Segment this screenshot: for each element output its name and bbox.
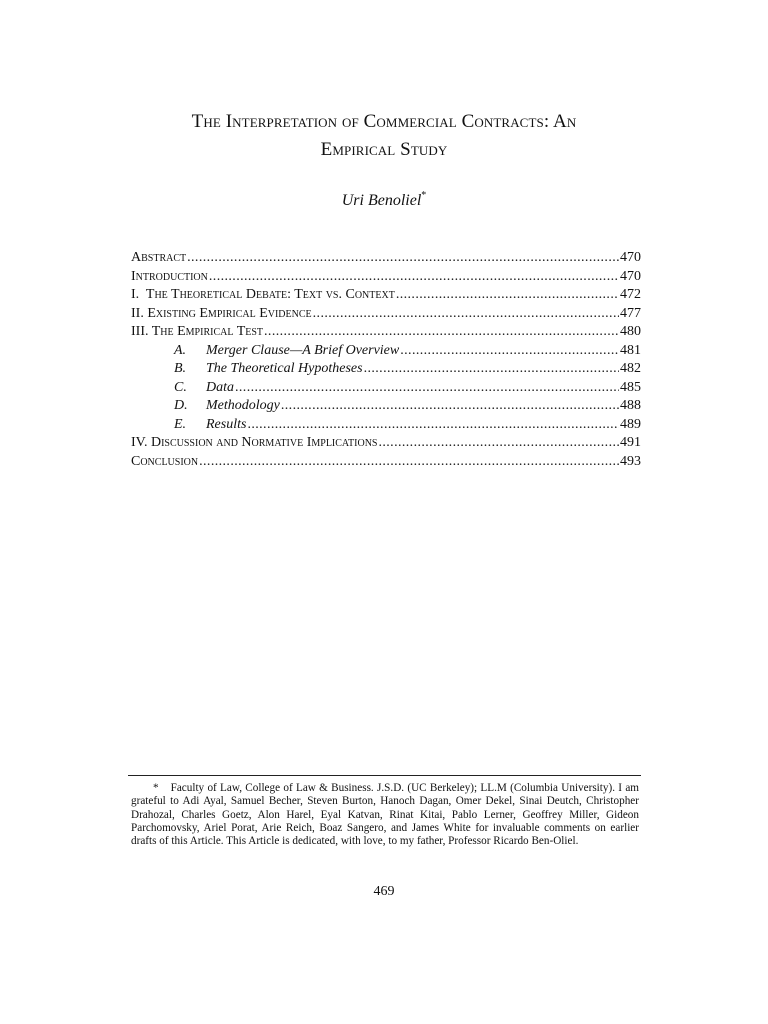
toc-leader-dots [281, 397, 619, 416]
toc-entry-page: 481 [620, 342, 641, 358]
toc-leader-dots [396, 286, 619, 305]
toc-leader-dots [364, 360, 619, 379]
toc-entry-page: 482 [620, 361, 641, 376]
toc-entry-label: III. The Empirical Test [131, 324, 264, 339]
toc-leader-dots [235, 379, 619, 398]
toc-entry-section-c[interactable] [131, 379, 641, 398]
article-title-line-2: Empirical Study [320, 139, 448, 160]
toc-entry-page: 477 [620, 305, 641, 321]
toc-entry-page: 470 [620, 268, 641, 284]
toc-leader-dots [199, 453, 619, 472]
toc-entry-label: Introduction [131, 268, 208, 284]
toc-entry-label: II. Existing Empirical Evidence [131, 305, 312, 321]
toc-leader-dots [187, 249, 619, 268]
author-footnote-marker[interactable]: * [421, 190, 427, 201]
toc-entry-page: 491 [620, 435, 641, 450]
footnote-marker: * [153, 782, 159, 794]
toc-leader-dots [313, 305, 619, 324]
author-footnote [131, 782, 639, 848]
toc-entry-introduction[interactable] [131, 268, 641, 287]
toc-entry-number: B. [174, 361, 187, 376]
footnote-divider [128, 775, 641, 776]
toc-leader-dots [209, 268, 619, 287]
toc-entry-page: 480 [620, 324, 641, 339]
article-title-line-1: The Interpretation of Commercial Contracts: An [191, 111, 577, 132]
toc-entry-part-i[interactable] [131, 286, 641, 305]
article-title [100, 108, 668, 164]
footnote-text: Faculty of Law, College of Law & Business. J.S.D. (UC Berkeley); LL.M (Columbia University). I am grateful to Adi Ayal, Samuel Becher, Steven Burton, Hanoch Dagan, Omer Dekel, Sinai Deutch, Christopher Drahozal, Charles Goetz, Alon Harel, Eyal Katvan, Rinat Kitai, Pablo Lerner, Geoffrey Miller, Gideon Parchomovsky, Ariel Porat, Arie Reich, Boaz Sangero, and James White for invaluable comments on earlier drafts of this Article. This Article is dedicated, with love, to my father, Professor Ricardo Ben-Oliel. [131, 782, 639, 848]
toc-entry-label: Merger Clause—A Brief Overview [206, 342, 400, 358]
toc-entry-page: 470 [620, 250, 641, 265]
toc-entry-page: 472 [620, 287, 641, 302]
toc-entry-label: Conclusion [131, 453, 199, 469]
toc-leader-dots [247, 416, 619, 435]
toc-leader-dots [400, 342, 619, 361]
toc-entry-abstract[interactable] [131, 249, 641, 268]
toc-entry-conclusion[interactable] [131, 453, 641, 472]
toc-entry-page: 489 [620, 416, 641, 432]
toc-entry-label: I. The Theoretical Debate: Text vs. Context [131, 287, 395, 302]
toc-entry-page: 493 [620, 453, 641, 469]
toc-entry-label: Abstract [131, 250, 187, 265]
toc-entry-part-ii[interactable] [131, 305, 641, 324]
toc-entry-number: C. [174, 379, 187, 395]
toc-entry-label: Methodology [206, 398, 280, 413]
toc-entry-number: E. [174, 416, 187, 432]
toc-entry-label: Results [206, 416, 247, 432]
toc-entry-page: 485 [620, 379, 641, 395]
toc-entry-section-a[interactable] [131, 342, 641, 361]
toc-entry-section-d[interactable] [131, 397, 641, 416]
author-name: Uri Benoliel [341, 192, 422, 209]
toc-entry-number: D. [174, 398, 188, 413]
toc-leader-dots [378, 434, 619, 453]
toc-entry-label: Data [206, 379, 234, 395]
toc-entry-section-e[interactable] [131, 416, 641, 435]
table-of-contents [131, 249, 641, 471]
toc-leader-dots [264, 323, 619, 342]
toc-entry-part-iv[interactable] [131, 434, 641, 453]
toc-entry-page: 488 [620, 398, 641, 413]
toc-entry-section-b[interactable] [131, 360, 641, 379]
toc-entry-number: A. [174, 342, 187, 358]
toc-entry-label: The Theoretical Hypotheses [206, 361, 363, 376]
author-line [0, 190, 768, 210]
toc-entry-part-iii[interactable] [131, 323, 641, 342]
toc-entry-label: IV. Discussion and Normative Implications [131, 435, 378, 450]
page-number: 469 [373, 884, 395, 899]
